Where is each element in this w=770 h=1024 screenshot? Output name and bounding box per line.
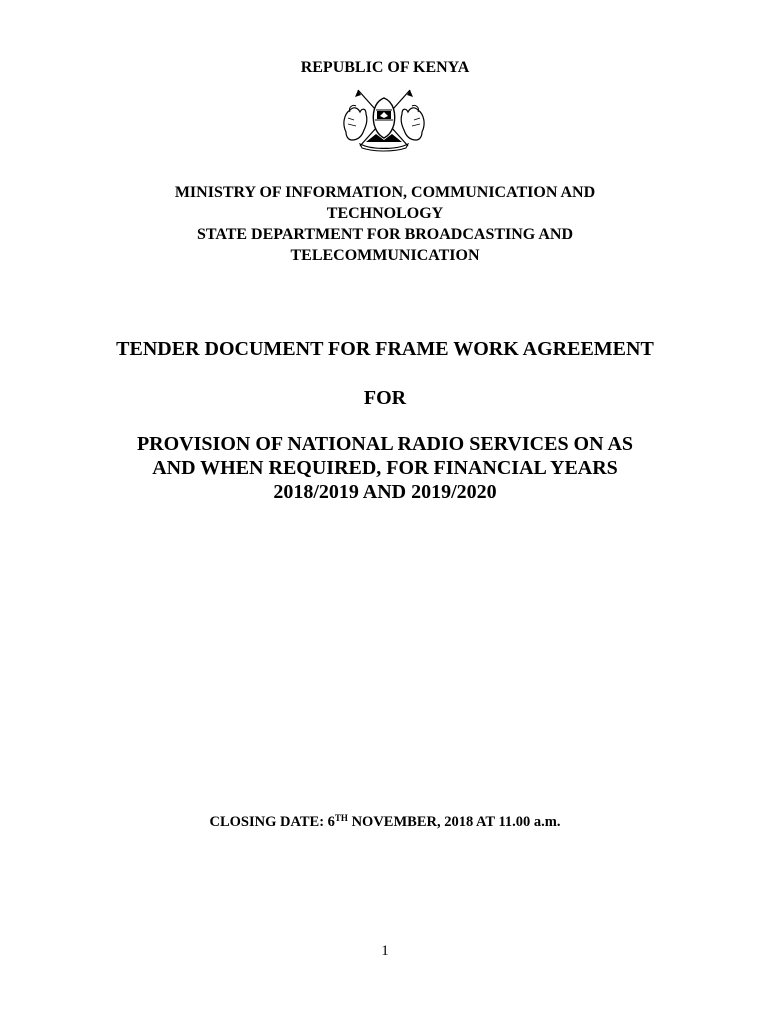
closing-date-ordinal: TH [334, 813, 348, 823]
ministry-line-4: TELECOMMUNICATION [290, 247, 480, 264]
tender-title: TENDER DOCUMENT FOR FRAME WORK AGREEMENT [116, 338, 654, 360]
kenya-coat-of-arms-icon [336, 86, 432, 152]
closing-date [0, 812, 770, 832]
subject-line-3: 2018/2019 AND 2019/2020 [273, 481, 497, 503]
closing-date-prefix: CLOSING DATE: 6 [209, 814, 335, 830]
ministry-line-1: MINISTRY OF INFORMATION, COMMUNICATION AND [174, 184, 596, 201]
title-connector: FOR [363, 387, 407, 409]
subject-line-1: PROVISION OF NATIONAL RADIO SERVICES ON AS [136, 433, 634, 455]
tender-subject [0, 432, 770, 504]
ministry-line-2: TECHNOLOGY [326, 205, 444, 222]
page-number: 1 [381, 943, 389, 959]
ministry-heading [0, 182, 770, 266]
ministry-line-3: STATE DEPARTMENT FOR BROADCASTING AND [196, 226, 574, 243]
country-heading: REPUBLIC OF KENYA [300, 59, 470, 76]
closing-date-suffix: NOVEMBER, 2018 AT 11.00 a.m. [347, 814, 561, 830]
subject-line-2: AND WHEN REQUIRED, FOR FINANCIAL YEARS [152, 457, 618, 479]
